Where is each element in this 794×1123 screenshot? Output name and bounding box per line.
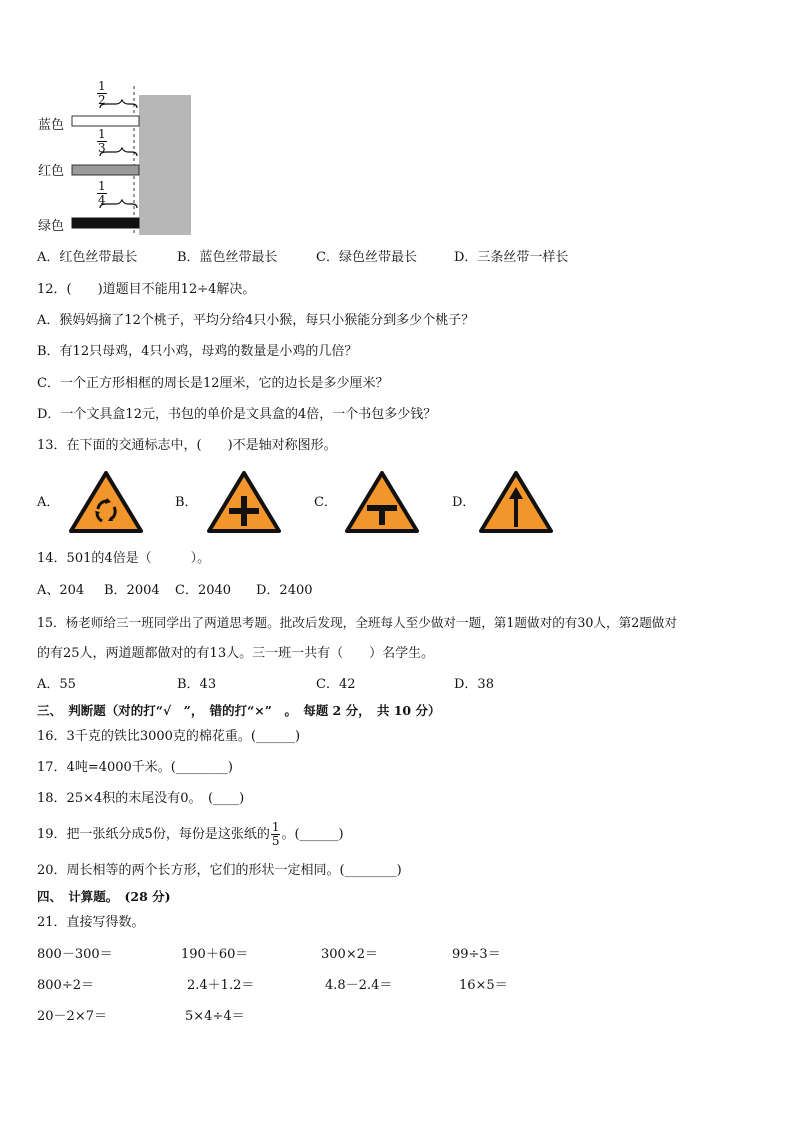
ribbon-label-3: 绿色	[38, 219, 65, 234]
ribbon-fraction-3: $\frac{1}{4}$	[98, 179, 106, 207]
sign-crossroad-icon	[207, 471, 281, 533]
q14-stem: 14．501的4倍是（ ）。	[37, 551, 211, 566]
sign-straight-arrow-icon	[479, 471, 553, 533]
q13-label-a: A．	[37, 495, 60, 510]
q11-option-b: B．蓝色丝带最长	[177, 250, 278, 265]
q11-option-d: D．三条丝带一样长	[454, 250, 569, 265]
ribbon-fraction-2: $\frac{1}{3}$	[98, 127, 106, 155]
section-3-title: 三、 判断题（对的打“√ ”， 错的打“×” 。 每题 2 分， 共 10 分）	[37, 703, 441, 718]
ribbon-label-1: 蓝色	[38, 118, 65, 133]
calc-cell: 800－300＝	[37, 947, 113, 962]
calc-cell: 16×5＝	[459, 978, 508, 993]
q18: 18．25×4积的末尾没有0。 (____)	[37, 791, 245, 806]
q15-stem-line1: 15．杨老师给三一班同学出了两道思考题。批改后发现，全班每人至少做对一题，第1题做对的有30人，第2题做对	[37, 615, 677, 630]
calc-cell: 4.8－2.4＝	[325, 978, 393, 993]
q13-label-c: C．	[314, 495, 337, 510]
calc-cell: 800÷2＝	[37, 978, 94, 993]
ribbon-label-2: 红色	[38, 164, 65, 179]
ribbon-red	[72, 165, 139, 175]
q11-option-c: C．绿色丝带最长	[316, 250, 417, 265]
q15-option-c: C．42	[316, 677, 356, 692]
q19-text-after: 。(______)	[281, 827, 344, 842]
q19-text-before: 19．把一张纸分成5份，每份是这张纸的	[37, 827, 270, 842]
q13-label-d: D．	[452, 495, 476, 510]
q12-option-d: D．一个文具盒12元，书包的单价是文具盒的4倍，一个书包多少钱？	[37, 407, 437, 422]
q15-stem-line2: 的有25人，两道题都做对的有13人。三一班一共有（ ）名学生。	[37, 646, 435, 661]
q13-stem: 13．在下面的交通标志中，( )不是轴对称图形。	[37, 438, 337, 453]
q17: 17．4吨=4000千米。(________)	[37, 760, 233, 775]
calc-cell: 99÷3＝	[452, 947, 501, 962]
q15-option-b: B．43	[177, 677, 217, 692]
q12-option-a: A．猴妈妈摘了12个桃子，平均分给4只小猴，每只小猴能分到多少个桃子？	[37, 313, 475, 328]
sign-t-junction-icon	[345, 471, 419, 533]
q14-option-d: D．2400	[256, 583, 313, 598]
q11-option-a: A．红色丝带最长	[37, 250, 138, 265]
q15-option-a: A．55	[37, 677, 76, 692]
q16: 16．3千克的铁比3000克的棉花重。(______)	[37, 729, 301, 744]
ribbon-green	[72, 218, 139, 228]
section-4-title: 四、 计算题。 (28 分)	[37, 889, 171, 904]
calc-cell: 300×2＝	[321, 947, 378, 962]
calc-cell: 5×4÷4＝	[185, 1009, 245, 1024]
q15-option-d: D．38	[454, 677, 494, 692]
q14-option-b: B．2004	[104, 583, 160, 598]
calc-cell: 190＋60＝	[181, 947, 249, 962]
q12-stem: 12．( )道题目不能用12÷4解决。	[37, 282, 256, 297]
q13-label-b: B．	[175, 495, 198, 510]
ribbon-blue	[72, 116, 139, 126]
q19	[37, 818, 344, 852]
q14-option-c: C．2040	[175, 583, 232, 598]
q12-option-b: B．有12只母鸡，4只小鸡，母鸡的数量是小鸡的几倍？	[37, 344, 358, 359]
ribbon-fraction-1: $\frac{1}{2}$	[98, 79, 106, 107]
q14-option-a: A、204	[37, 583, 85, 598]
q12-option-c: C．一个正方形相框的周长是12厘米，它的边长是多少厘米？	[37, 376, 389, 391]
q19-fraction: $\frac{1}{5}$	[271, 820, 280, 848]
calc-cell: 20－2×7＝	[37, 1009, 107, 1024]
ribbon-figure	[36, 80, 196, 240]
q20: 20．周长相等的两个长方形，它们的形状一定相同。(________)	[37, 863, 402, 878]
calc-cell: 2.4＋1.2＝	[187, 978, 255, 993]
q21-stem: 21．直接写得数。	[37, 915, 145, 930]
sign-roundabout-icon	[69, 471, 143, 533]
